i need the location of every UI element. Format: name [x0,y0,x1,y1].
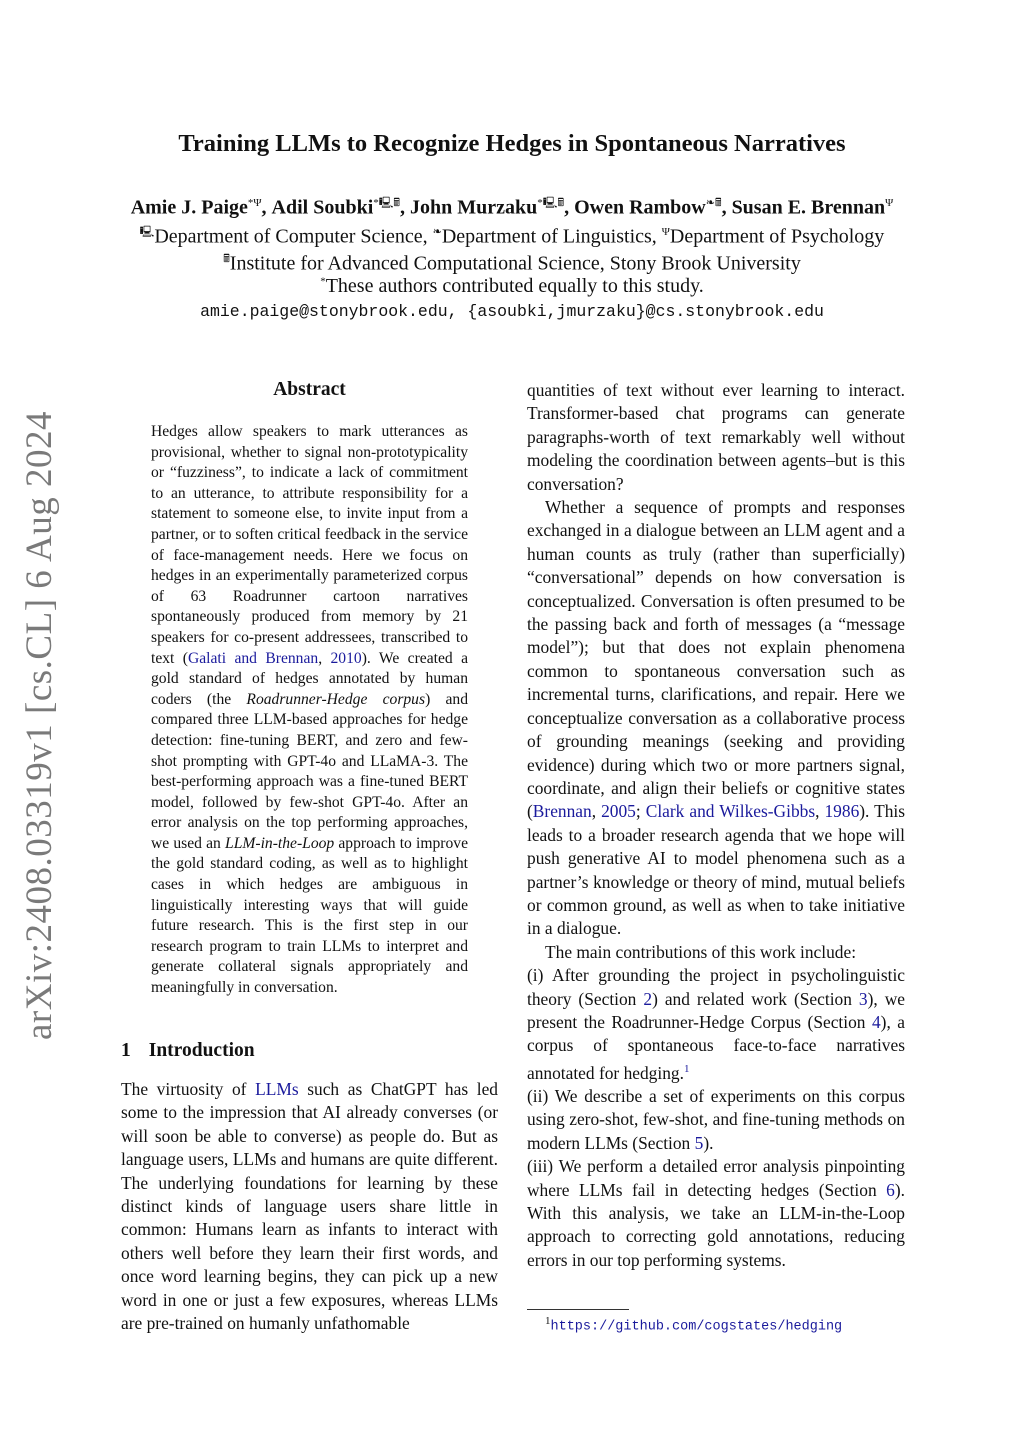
section-heading-introduction [121,1040,273,1062]
ling-mark: ❧ [432,226,442,238]
paragraph [151,422,468,999]
citation-link[interactable]: LLMs [255,1079,299,1099]
author-name: Owen Rambow [574,196,706,219]
paragraph [527,1155,905,1272]
text-run: , [815,801,825,822]
abstract-heading: Abstract [273,379,346,400]
paragraph [527,496,905,941]
text-run: The main contributions of this work include: [545,941,857,962]
equal-mark: * [320,275,326,288]
text-run: such as ChatGPT has led some to the impression that AI already converses (or will soon be able to converse) as people do. But as language users, LLMs and humans are quite different. The underlying foundations for learning by these distinct kinds of language users share little in common: Humans learn as infants to interact with others well before they learn their first words, and once word learning begins, they can pick up a new word in one or just a few exposures, whereas LLMs are pre-trained on humanly unfathomable [121,1079,498,1334]
institute [0,250,1024,276]
author-marks: *🖳🖩 [373,197,401,209]
paragraph [527,379,905,496]
text-run: Hedges allow speakers to mark utterances as provisional, whether to signal non-prototypicality or “fuzziness”, to indicate a lack of commitment to an utterance, to attribute responsibility for a statement to someone else, to invite input from a partner, or to soften critical feedback in the service of face-management needs. Here we focus on hedges in an experimentally parameterized corpus of 63 Roadrunner cartoon narratives spontaneously produced from memory by 21 speakers for co-present addressees, transcribed to text ( [151,423,468,667]
italic-term: LLM-in-the-Loop [225,834,335,852]
footnote [545,1315,842,1334]
abstract-body [151,422,468,999]
text-run: ) and compared three LLM-based approaches for hedge detection: fine-tuning BERT, and zero and few-shot prompting with GPT-4o and LLaMA-3. The best-performing approach was a fine-tuned BERT model, followed by few-shot GPT-4o. After an error analysis on the top performing approaches, we used an [151,690,469,852]
affiliations [0,223,1024,249]
text-run: ). [703,1132,714,1153]
paragraph [527,941,905,964]
author-name: Amie J. Paige [130,196,248,219]
author-marks: *🖳🖩 [537,197,565,209]
author-marks: ❧🖩 [705,197,722,209]
right-column-text [527,379,905,1272]
text-run: ) and related work (Section [652,988,859,1009]
equal-contribution-note [0,275,1024,298]
citation-link[interactable]: 2010 [330,649,362,667]
cs-mark: 🖳 [139,226,155,238]
footnote-link[interactable]: https://github.com/cogstates/hedging [550,1319,843,1335]
author-name: John Murzaku [410,196,538,219]
section-title: Introduction [148,1040,255,1061]
citation-link[interactable]: Clark and Wilkes-Gibbs [645,801,816,822]
citation-link[interactable]: 3 [858,988,868,1009]
section-number: 1 [121,1040,131,1061]
footnote-rule [527,1309,629,1310]
text-run: ; [635,801,646,822]
author-list: Amie J. Paige$^{*\Psi}$, Adil Soubki*🖳🖩, John Murzaku*🖳🖩, Owen Rambow❧🖩, Susan E. Brennan$^\Psi$ [130,196,894,219]
institute-text: Institute for Advanced Computational Science, Stony Brook University [229,252,801,275]
text-run: approach to improve the gold standard coding, as well as to highlight cases in which hedges are ambiguous in linguistically interesting ways that will guide future research. This is the first step in our research program to train LLMs to interpret and generate collateral signals appropriately and meaningfully in conversation. [151,834,468,997]
paragraph [121,1078,498,1335]
text-run: ). We created a gold standard of hedges annotated by human coders (the [151,649,468,708]
paragraph [527,1085,905,1155]
institute-mark: 🖩 [223,253,230,265]
footnote-ref[interactable]: 1 [683,1062,690,1075]
affiliation-cs: Department of Computer Science, [154,225,433,248]
text-run: (ii) We describe a set of experiments on this corpus using zero-shot, few-shot, and fine-tuning methods on modern LLMs (Section [527,1085,905,1153]
author-emails[interactable]: amie.paige@stonybrook.edu, {asoubki,jmurzaku}@cs.stonybrook.edu [200,302,824,321]
author-marks: *Ψ [247,197,262,209]
citation-link[interactable]: 6 [886,1179,895,1200]
text-run: (i) After grounding the project in psycholinguistic theory (Section [527,965,905,1009]
text-run: ), a corpus of spontaneous face-to-face narratives annotated for hedging. [527,1011,905,1083]
author-marks: Ψ [885,197,894,209]
citation-link[interactable]: Galati and Brennan [187,649,319,667]
citation-link[interactable]: 4 [871,1011,881,1032]
text-run: The virtuosity of [121,1079,256,1099]
citation-link[interactable]: 2005 [601,801,636,822]
text-run: , [591,801,602,822]
paper-title: Training LLMs to Recognize Hedges in Spontaneous Narratives [178,130,846,157]
italic-term: Roadrunner-Hedge corpus [246,690,426,708]
citation-link[interactable]: Brennan [532,801,592,822]
text-run: , [318,649,331,667]
text-run: ), we present the Roadrunner-Hedge Corpus (Section [527,988,906,1032]
footnote-mark: 1 [545,1315,551,1327]
left-column-text [121,1078,498,1335]
affiliation-psychology: Department of Psychology [669,225,885,248]
citation-link[interactable]: 1986 [824,801,860,822]
text-run: ). With this analysis, we take an LLM-in-the-Loop approach to correcting gold annotations, reducing errors in our top performing systems. [527,1179,905,1270]
author-name: Susan E. Brennan [731,196,886,219]
text-run: Whether a sequence of prompts and responses exchanged in a dialogue between an LLM agent and a human counts as truly (rather than superficially) “conversational” depends on how conversation is conceptualized. Conversation is often presumed to be the passing back and forth of messages (a “message model”); but that does not explain phenomena common to spontaneous conversation such as incremental turns, clarifications, and repair. Here we conceptualize conversation as a collaborative process of grounding meanings (seeking and providing evidence) during which two or more partners signal, coordinate, and align their beliefs or cognitive states ( [527,497,905,822]
author-name: Adil Soubki [271,196,374,219]
citation-link[interactable]: 5 [694,1132,704,1153]
text-run: (iii) We perform a detailed error analysis pinpointing where LLMs fail in detecting hedges (Section [527,1156,905,1200]
text-run: ). This leads to a broader research agenda that we hope will push generative AI to model phenomena such as a partner’s knowledge or theory of mind, mutual beliefs or common ground, as well as when to take initiative in a dialogue. [527,801,906,939]
equal-text: These authors contributed equally to this study. [325,275,704,297]
psych-mark: Ψ [661,226,670,238]
paragraph [527,964,905,1085]
affiliation-linguistics: Department of Linguistics, [441,225,662,248]
text-run: quantities of text without ever learning to interact. Transformer-based chat programs can generate paragraphs-worth of text remarkably well without modeling the coordination between agents–but is this conversation? [527,380,905,494]
citation-link[interactable]: 2 [643,988,653,1009]
arxiv-identifier[interactable]: arXiv:2408.03319v1 [cs.CL] 6 Aug 2024 [19,411,60,1040]
